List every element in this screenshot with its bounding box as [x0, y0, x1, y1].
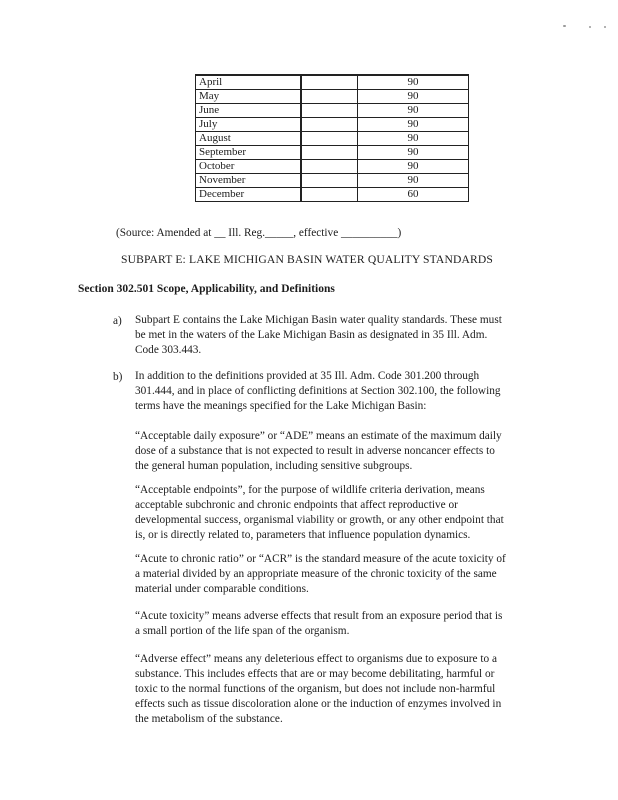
value-cell: 90 — [358, 146, 469, 160]
table-row — [196, 132, 469, 146]
text-line: toxic to the normal functions of the organism, but does not include non-harmful — [135, 682, 496, 695]
scan-speck — [589, 26, 591, 28]
definition-acceptable-endpoints — [135, 483, 547, 543]
month-cell: November — [196, 174, 302, 188]
text-line: the general human population, including sensitive subgroups. — [135, 459, 413, 472]
text-line: “Acute to chronic ratio” or “ACR” is the standard measure of the acute toxicity of — [135, 553, 506, 565]
text-line: “Acceptable daily exposure” or “ADE” means an estimate of the maximum daily — [135, 430, 502, 442]
definition-adverse-effect — [135, 652, 547, 727]
text-line: is, or is directly related to, parameters that influence population dynamics. — [135, 528, 471, 541]
month-cell: July — [196, 118, 302, 132]
empty-cell — [301, 75, 358, 90]
text-line: developmental success, organismal viability or growth, or any other endpoint that — [135, 513, 504, 526]
subpart-heading: SUBPART E: LAKE MICHIGAN BASIN WATER QUALITY STANDARDS — [121, 253, 494, 266]
text-line: “Acceptable endpoints”, for the purpose of wildlife criteria derivation, means — [135, 484, 485, 496]
month-cell: September — [196, 146, 302, 160]
text-line: dose of a substance that is not expected to result in adverse noncancer effects to — [135, 444, 495, 457]
value-cell: 90 — [358, 90, 469, 104]
empty-cell — [301, 174, 358, 188]
text-line: effects such as tissue discoloration alone or the induction of enzymes involved in — [135, 697, 502, 710]
value-cell: 90 — [358, 75, 469, 90]
value-cell: 60 — [358, 188, 469, 202]
source-note: (Source: Amended at __ Ill. Reg._____, effective __________) — [116, 227, 402, 239]
empty-cell — [301, 104, 358, 118]
definition-acute-toxicity — [135, 609, 547, 639]
month-cell: October — [196, 160, 302, 174]
table-row — [196, 188, 469, 202]
paragraph-b-label: b) — [113, 371, 123, 383]
text-line: “Acute toxicity” means adverse effects that result from an exposure period that is — [135, 610, 503, 622]
text-line: “Adverse effect” means any deleterious effect to organisms due to exposure to a — [135, 653, 497, 665]
definition-ade — [135, 429, 547, 474]
month-cell: May — [196, 90, 302, 104]
paragraph-a — [135, 313, 540, 358]
month-cell: April — [196, 75, 302, 90]
text-line: substance. This includes effects that are or may become debilitating, harmful or — [135, 667, 495, 680]
empty-cell — [301, 90, 358, 104]
table-row — [196, 160, 469, 174]
text-line: terms have the meanings specified for the Lake Michigan Basin: — [135, 399, 427, 412]
text-line: 301.444, and in place of conflicting definitions at Section 302.100, the following — [135, 384, 501, 397]
definition-acr — [135, 552, 547, 597]
table-row — [196, 118, 469, 132]
value-cell: 90 — [358, 132, 469, 146]
table-row — [196, 104, 469, 118]
empty-cell — [301, 132, 358, 146]
empty-cell — [301, 188, 358, 202]
text-line: Code 303.443. — [135, 343, 202, 356]
text-line: Subpart E contains the Lake Michigan Basin water quality standards. These must — [135, 314, 502, 326]
table-row — [196, 174, 469, 188]
empty-cell — [301, 118, 358, 132]
text-line: a material divided by an appropriate measure of the chronic toxicity of the same — [135, 567, 497, 580]
table-row — [196, 90, 469, 104]
scan-speck — [563, 25, 566, 27]
empty-cell — [301, 160, 358, 174]
value-cell: 90 — [358, 160, 469, 174]
value-cell: 90 — [358, 118, 469, 132]
month-cell: December — [196, 188, 302, 202]
text-line: acceptable subchronic and chronic endpoints that affect reproductive or — [135, 498, 458, 511]
section-heading: Section 302.501 Scope, Applicability, and Definitions — [78, 283, 335, 295]
text-line: In addition to the definitions provided at 35 Ill. Adm. Code 301.200 through — [135, 370, 480, 382]
scan-speck — [604, 26, 606, 28]
monthly-values-table — [195, 74, 469, 202]
month-cell: June — [196, 104, 302, 118]
month-cell: August — [196, 132, 302, 146]
paragraph-b — [135, 369, 540, 414]
text-line: the metabolism of the substance. — [135, 712, 283, 725]
paragraph-a-label: a) — [113, 315, 122, 327]
text-line: material under comparable conditions. — [135, 582, 309, 595]
value-cell: 90 — [358, 104, 469, 118]
value-cell: 90 — [358, 174, 469, 188]
table-row — [196, 75, 469, 90]
text-line: a small portion of the life span of the organism. — [135, 624, 350, 637]
table-row — [196, 146, 469, 160]
empty-cell — [301, 146, 358, 160]
text-line: be met in the waters of the Lake Michigan Basin as designated in 35 Ill. Adm. — [135, 328, 488, 341]
